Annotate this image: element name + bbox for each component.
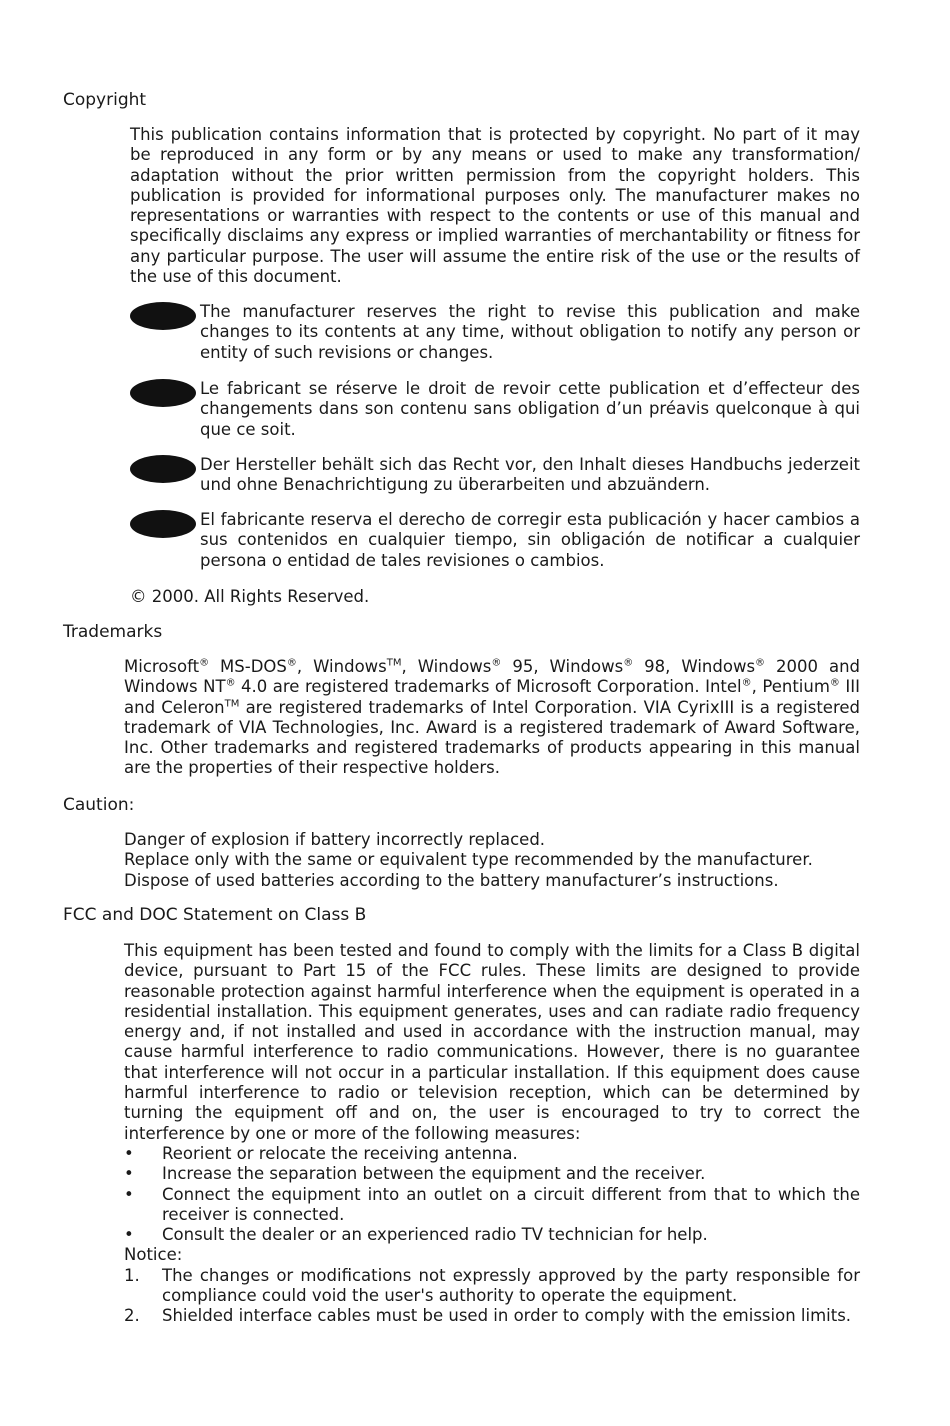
language-badge-german [130,455,196,483]
list-item [124,1185,860,1226]
numbered-item [124,1266,860,1307]
numbered-item [124,1306,860,1326]
fcc-heading: FCC and DOC Statement on Class B [63,905,367,925]
language-badge-french [130,379,196,407]
notice-french-text: Le fabricant se réserve le droit de revoir cette publication et d’effecteur des changements dans son contenu sans obligation d’un préavis quelconque à qui que ce soit. [200,379,860,439]
caution-line: Danger of explosion if battery incorrectly replaced. [124,830,546,849]
language-badge-english [130,302,196,330]
trademarks-paragraph: Microsoft® MS-DOS®, Windows™, Windows® 95, Windows® 98, Windows® 2000 and Windows NT® 4.0 are registered trademarks of Microsoft Corporation. Intel®, Pentium® III and Celeron™ are registered trademarks of Intel Corporation. VIA CyrixIII is a registered trademark of VIA Technologies, Inc. Award is a registered trademark of Award Software, Inc. Other trademarks and registered trademarks of products appearing in this manual are the properties of their respective holders. [124,657,861,778]
list-item [124,1225,860,1245]
notice-spanish-text: El fabricante reserva el derecho de corregir esta publicación y hacer cambios a sus contenidos en cualquier tiempo, sin obligación de notificar a cualquier persona o entidad de tales revisiones o cambios. [200,510,860,570]
list-item [124,1164,860,1184]
notice-french [130,379,860,440]
bullet-marker: • [124,1143,134,1163]
item-number: 1. [124,1265,140,1285]
numbered-item-text: The changes or modifications not expressly approved by the party responsible for compliance could void the user's authority to operate the equipment. [162,1265,860,1306]
item-number: 2. [124,1306,140,1326]
copyright-paragraph: This publication contains information that is protected by copyright. No part of it may be reproduced in any form or by any means or used to make any transformation/ adaptation without the prior written permission from the copyright holders. This publication is provided for informational purposes only. The manufacturer makes no representations or warranties with respect to the contents or use of this manual and specifically disclaims any express or implied warranties of merchantability or fitness for any particular purpose. The user will assume the entire risk of the use or the results of the use of this document. [130,125,860,287]
fcc-section [124,941,860,1327]
list-item-text: Reorient or relocate the receiving antenna. [162,1143,518,1163]
caution-line: Dispose of used batteries according to the battery manufacturer’s instructions. [124,870,779,890]
notice-label: Notice: [124,1245,183,1265]
caution-line: Replace only with the same or equivalent type recommended by the manufacturer. [124,850,813,870]
notice-spanish [130,510,860,571]
caution-lines [124,830,860,891]
bullet-marker: • [124,1164,134,1184]
all-rights-reserved: © 2000. All Rights Reserved. [130,587,370,606]
bullet-marker: • [124,1225,134,1245]
notice-german [130,455,860,496]
language-badge-spanish [130,510,196,538]
trademarks-heading: Trademarks [63,622,163,642]
notice-english [130,302,860,363]
list-item-text: Connect the equipment into an outlet on a circuit different from that to which the receiver is connected. [162,1184,860,1224]
caution-heading: Caution: [63,795,135,815]
notice-english-text: The manufacturer reserves the right to revise this publication and make changes to its contents at any time, without obligation to notify any person or entity of such revisions or changes. [200,302,860,362]
notice-german-text: Der Hersteller behält sich das Recht vor, den Inhalt dieses Handbuchs jederzeit und ohne Benachrichtigung zu überarbeiten und abzuändern. [200,455,860,495]
numbered-item-text: Shielded interface cables must be used in order to comply with the emission limits. [162,1306,852,1326]
bullet-marker: • [124,1184,134,1204]
copyright-heading: Copyright [63,90,147,110]
list-item-text: Increase the separation between the equipment and the receiver. [162,1164,706,1184]
fcc-paragraph: This equipment has been tested and found to comply with the limits for a Class B digital device, pursuant to Part 15 of the FCC rules. These limits are designed to provide reasonable protection against harmful interference when the equipment is operated in a residential installation. This equipment generates, uses and can radiate radio frequency energy and, if not installed and used in accordance with the instruction manual, may cause harmful interference to radio communications. However, there is no guarantee that interference will not occur in a particular installation. If this equipment does cause harmful interference to radio or television reception, which can be determined by turning the equipment off and on, the user is encouraged to try to correct the interference by one or more of the following measures: [124,941,860,1143]
list-item [124,1144,860,1164]
list-item-text: Consult the dealer or an experienced radio TV technician for help. [162,1225,708,1245]
